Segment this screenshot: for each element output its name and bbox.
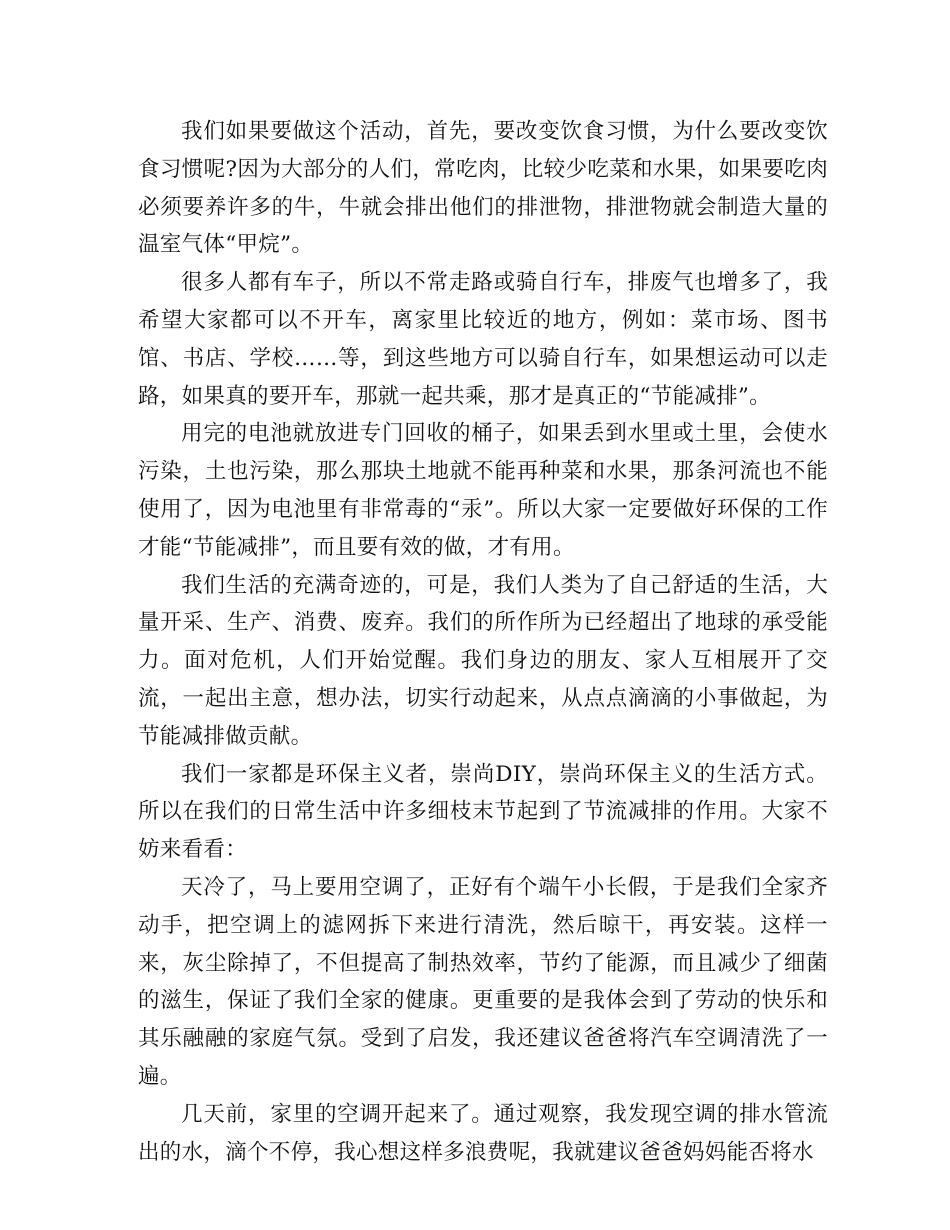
paragraph-family: 我们一家都是环保主义者，崇尚DIY，崇尚环保主义的生活方式。所以在我们的日常生活中许多细枝末节起到了节流减排的作用。大家不妨来看看： — [138, 761, 828, 863]
paragraph-diet: 我们如果要做这个活动，首先，要改变饮食习惯，为什么要改变饮食习惯呢?因为大部分的人们，常吃肉，比较少吃菜和水果，如果要吃肉必须要养许多的牛，牛就会排出他们的排泄物，排泄物就会制造大量的温室气体“甲烷”。 — [138, 119, 828, 258]
document-body — [138, 113, 828, 1171]
paragraph-drain-water: 几天前，家里的空调开起来了。通过观察，我发现空调的排水管流出的水，滴个不停，我心想这样多浪费呢，我就建议爸爸妈妈能否将水 — [138, 1101, 828, 1165]
paragraph-air-conditioner-cleaning: 天冷了，马上要用空调了，正好有个端午小长假，于是我们全家齐动手，把空调上的滤网拆下来进行清洗，然后晾干，再安装。这样一来，灰尘除掉了，不但提高了制热效率，节约了能源，而且减少了细菌的滋生，保证了我们全家的健康。更重要的是我体会到了劳动的快乐和其乐融融的家庭气氛。受到了启发，我还建议爸爸将汽车空调清洗了一遍。 — [138, 874, 828, 1089]
paragraph-cars: 很多人都有车子，所以不常走路或骑自行车，排废气也增多了，我希望大家都可以不开车，离家里比较近的地方，例如：菜市场、图书馆、书店、学校……等，到这些地方可以骑自行车，如果想运动可以走路，如果真的要开车，那就一起共乘，那才是真正的“节能减排”。 — [138, 270, 828, 409]
paragraph-awakening: 我们生活的充满奇迹的，可是，我们人类为了自己舒适的生活，大量开采、生产、消费、废弃。我们的所作所为已经超出了地球的承受能力。面对危机，人们开始觉醒。我们身边的朋友、家人互相展开了交流，一起出主意，想办法，切实行动起来，从点点滴滴的小事做起，为节能减排做贡献。 — [138, 572, 828, 749]
paragraph-batteries: 用完的电池就放进专门回收的桶子，如果丢到水里或土里，会使水污染，土也污染，那么那块土地就不能再种菜和水果，那条河流也不能使用了，因为电池里有非常毒的“汞”。所以大家一定要做好环保的工作才能“节能减排”，而且要有效的做，才有用。 — [138, 421, 828, 560]
